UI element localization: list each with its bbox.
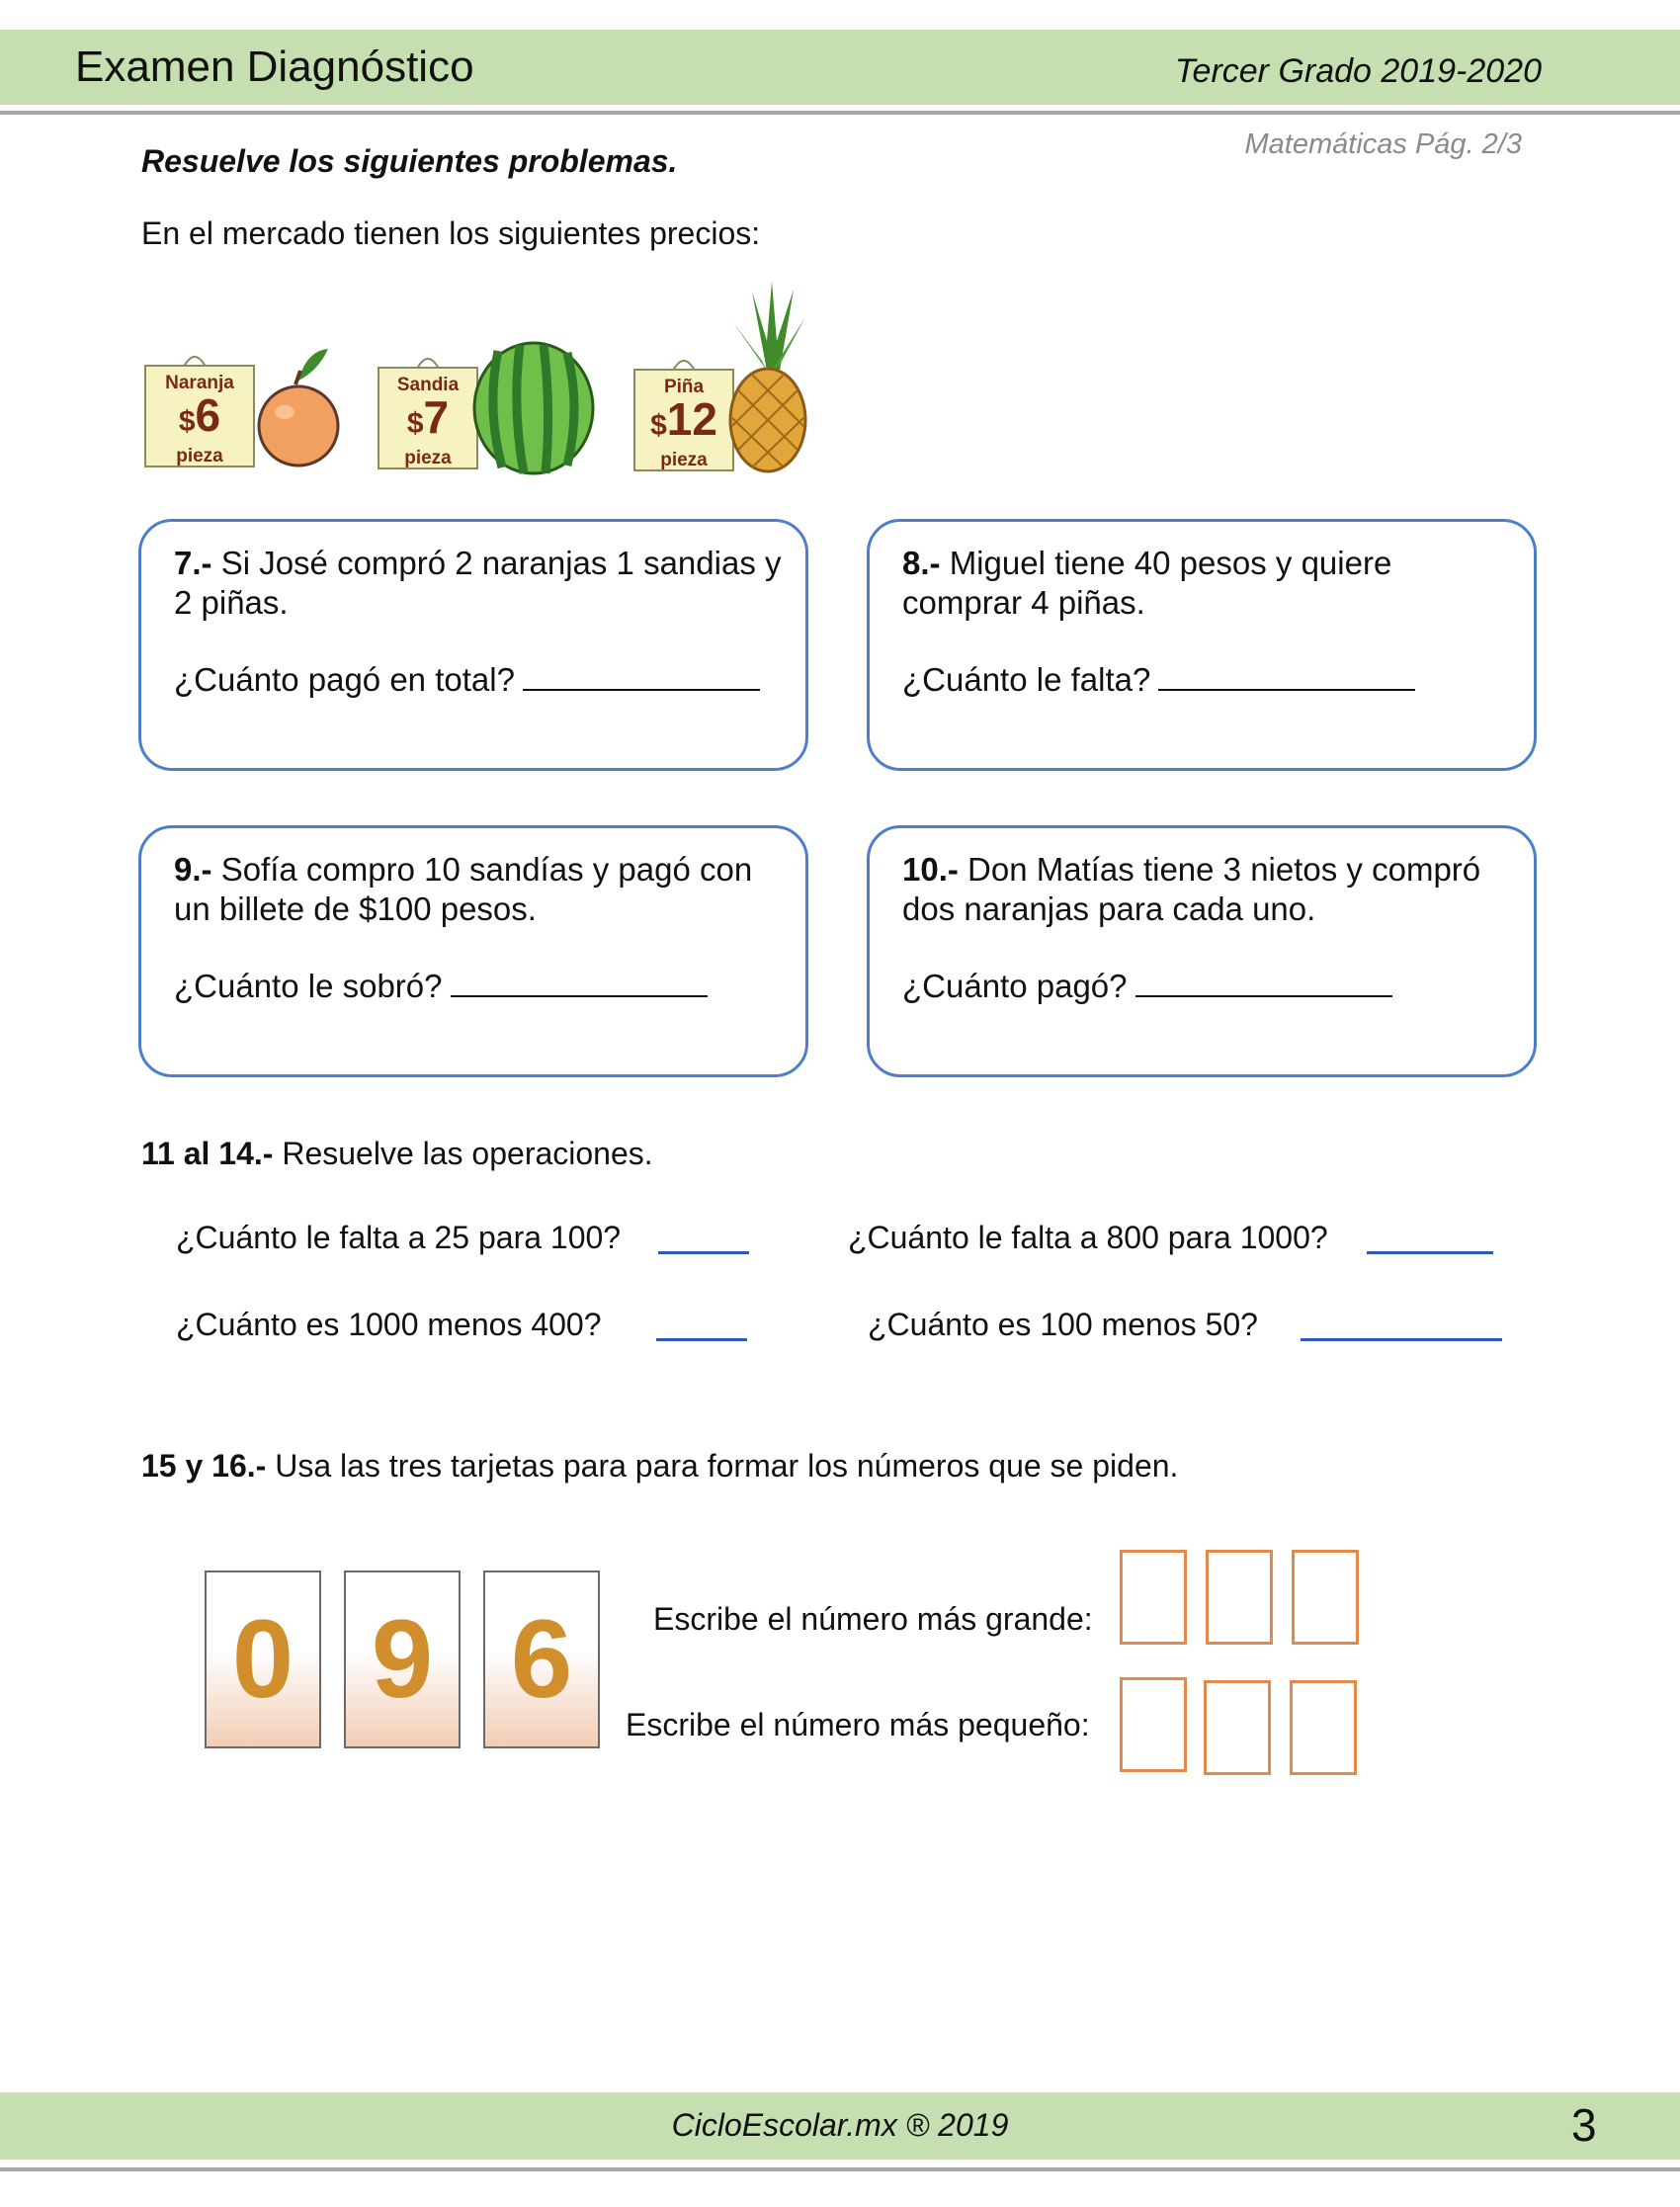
price-unit: pieza: [176, 446, 223, 467]
fruit-price: 7: [423, 391, 450, 443]
section-number: 15 y 16.-: [141, 1448, 267, 1484]
problem-number: 8.-: [902, 545, 941, 581]
problem-7-statement: [174, 544, 787, 623]
orange-icon: [249, 341, 342, 469]
subject-page-label: Matemáticas Pág. 2/3: [1244, 128, 1522, 160]
section-title: Resuelve las operaciones.: [282, 1136, 653, 1171]
number-card-9: [344, 1570, 461, 1748]
instructions: Resuelve los siguientes problemas.: [141, 143, 678, 179]
currency-symbol: $: [178, 405, 196, 438]
problem-text: Si José compró 2 naranjas 1 sandias y 2 piñas.: [174, 545, 782, 621]
problem-question: ¿Cuánto pagó en total?: [174, 661, 515, 698]
answer-line-4[interactable]: [1301, 1338, 1502, 1341]
operation-2: ¿Cuánto le falta a 800 para 1000?: [848, 1220, 1328, 1255]
problem-9-statement: [174, 850, 787, 929]
fruit-name: Piña: [663, 377, 705, 397]
problem-8-statement: [902, 544, 1456, 623]
header-divider: [0, 111, 1680, 115]
problem-number: 9.-: [174, 851, 212, 888]
number-card-0: [205, 1570, 321, 1748]
smallest-number-label: Escribe el número más pequeño:: [626, 1707, 1090, 1742]
smallest-digit-box-3[interactable]: [1290, 1680, 1357, 1775]
problem-number: 10.-: [902, 851, 959, 888]
largest-digit-box-1[interactable]: [1120, 1550, 1187, 1645]
page-number: 3: [1571, 2099, 1597, 2151]
operations-heading: [141, 1134, 653, 1173]
section-number: 11 al 14.-: [141, 1136, 274, 1171]
problem-number: 7.-: [174, 545, 212, 581]
answer-line[interactable]: [1135, 995, 1392, 997]
smallest-digit-box-1[interactable]: [1120, 1677, 1187, 1772]
operation-4: ¿Cuánto es 100 menos 50?: [868, 1307, 1258, 1342]
card-digit: 0: [231, 1597, 294, 1721]
operation-1: ¿Cuánto le falta a 25 para 100?: [176, 1220, 622, 1255]
intro-text: En el mercado tienen los siguientes precios:: [141, 215, 761, 251]
answer-line[interactable]: [451, 995, 708, 997]
number-card-6: [483, 1570, 600, 1748]
largest-digit-box-3[interactable]: [1292, 1550, 1359, 1645]
price-tag-orange: [144, 365, 255, 467]
currency-symbol: $: [650, 409, 667, 442]
problem-10-question-row: [902, 967, 1392, 1006]
section-title: Usa las tres tarjetas para para formar los números que se piden.: [275, 1448, 1179, 1484]
grade-label: Tercer Grado 2019-2020: [1174, 52, 1542, 90]
card-digit: 9: [371, 1597, 434, 1721]
footer-site: CicloEscolar.mx ® 2019: [671, 2107, 1009, 2143]
problem-text: Don Matías tiene 3 nietos y compró dos naranjas para cada uno.: [902, 851, 1481, 927]
page-title: Examen Diagnóstico: [75, 42, 474, 91]
problem-10-statement: [902, 850, 1515, 929]
largest-digit-box-2[interactable]: [1206, 1550, 1273, 1645]
cards-heading: [141, 1446, 1178, 1485]
fruit-name: Sandia: [396, 375, 460, 395]
price-tag-watermelon: [378, 367, 478, 469]
problem-7-question-row: [174, 660, 760, 700]
operation-3: ¿Cuánto es 1000 menos 400?: [176, 1307, 602, 1342]
fruit-price: 6: [195, 389, 221, 441]
problem-box-10: [867, 825, 1537, 1077]
problem-text: Miguel tiene 40 pesos y quiere comprar 4 piñas.: [902, 545, 1392, 621]
problem-9-question-row: [174, 967, 708, 1006]
price-list: [138, 282, 830, 479]
problem-box-9: [138, 825, 808, 1077]
problem-question: ¿Cuánto le sobró?: [174, 968, 443, 1004]
footer-divider: [0, 2167, 1680, 2171]
problem-question: ¿Cuánto le falta?: [902, 661, 1151, 698]
pineapple-icon: [722, 282, 811, 474]
fruit-name: Naranja: [165, 373, 234, 393]
answer-line-2[interactable]: [1367, 1251, 1493, 1254]
problem-question: ¿Cuánto pagó?: [902, 968, 1128, 1004]
price-tag-pineapple: [633, 369, 734, 471]
problem-text: Sofía compro 10 sandías y pagó con un billete de $100 pesos.: [174, 851, 753, 927]
answer-line-3[interactable]: [656, 1338, 747, 1341]
problem-8-question-row: [902, 660, 1415, 700]
problem-box-7: [138, 519, 808, 771]
largest-number-label: Escribe el número más grande:: [653, 1601, 1093, 1637]
price-unit: pieza: [660, 450, 708, 470]
card-digit: 6: [510, 1597, 573, 1721]
price-unit: pieza: [404, 448, 452, 468]
problem-box-8: [867, 519, 1537, 771]
answer-line[interactable]: [1158, 689, 1415, 691]
watermelon-icon: [468, 337, 597, 475]
smallest-digit-box-2[interactable]: [1204, 1680, 1271, 1775]
currency-symbol: $: [406, 407, 424, 440]
answer-line-1[interactable]: [658, 1251, 749, 1254]
fruit-price: 12: [666, 393, 717, 445]
answer-line[interactable]: [523, 689, 760, 691]
